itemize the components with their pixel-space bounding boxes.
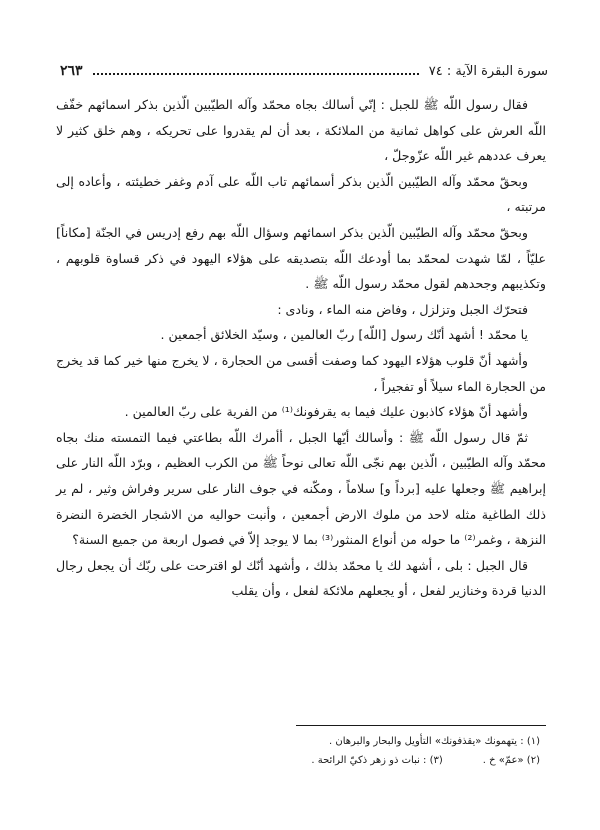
footnote-divider (296, 725, 546, 726)
main-text (56, 92, 546, 604)
page-header (60, 58, 548, 84)
paragraph: وأشهد أنّ هؤلاء كاذبون عليك فيما به يقرفونك⁽¹⁾ من الفرية على ربّ العالمين . (124, 404, 528, 420)
paragraph: فقال رسول اللّه ﷺ للجبل : إنّي أسالك بجاه محمّد وآله الطيّبين الّذين بذكر اسمائهم خفّف اللّه العرش على كواهل ثمانية من الملائكة ، بعد أن لم يقدروا على تحريكه ، وهم خلق كثير لا يعرف عددهم غير اللّه عزّوجلّ ، (56, 97, 546, 164)
header-dotted-rule (93, 71, 419, 75)
paragraph: قال الجبل : بلى ، أشهد لك يا محمّد بذلك ، وأشهد أنّك لو اقترحت على ربّك أن يجعل رجال الدنيا قردة وخنازير لفعل ، أو يجعلهم ملائكة لفعل ، وأن يقلب (56, 557, 546, 599)
paragraph: وبحقّ محمّد وآله الطيّبين الّذين بذكر اسمائهم وسؤال اللّه بهم رفع إدريس في الجنّة [مكاناً] عليّاً ، لمّا شهدت لمحمّد بما أودعك اللّه بتصديقه على هؤلاء اليهود في ذكر قساوة قلوبهم ، وتكذيبهم وجحدهم لقول محمّد رسول اللّه ﷺ . (56, 224, 546, 292)
footnote-2: (٢) «عمّ» خ . (482, 755, 540, 766)
footnote-1: (١) : يتهمونك «يقذفونك» التأويل والبحار والبرهان . (329, 736, 540, 747)
paragraph: ثمّ قال رسول اللّه ﷺ : وأسالك أيّها الجبل ، أأمرك اللّه بطاعتي فيما التمسته منك بجاه محمّد وآله الطيّبين ، الّذين بهم نجّى اللّه تعالى نوحاً ﷺ من الكرب العظيم ، وبرّد اللّه النار على إبراهيم ﷺ وجعلها عليه [برداً و] سلاماً ، ومكّنه في جوف النار على سرير وفراش وثير ، لم ير ذلك الطاغية مثله لاحد من ملوك الارض أجمعين ، وأنبت حواليه من الاشجار الخضرة النضرة النزهة ، وغمر⁽²⁾ ما حوله من أنواع المنثور⁽³⁾ بما لا يوجد إلاّ في فصول اربعة من جميع السنة؟ (56, 429, 546, 548)
paragraph: فتحرّك الجبل وتزلزل ، وفاض منه الماء ، ونادى : (277, 301, 528, 317)
footnote-line (56, 751, 540, 770)
paragraph: يا محمّد ! أشهد أنّك رسول [اللّه] ربّ العالمين ، وسيّد الخلائق أجمعين . (160, 327, 528, 343)
footnote-3: (٣) : نبات ذو زهر ذكيّ الرائحة . (311, 755, 443, 766)
running-title: سورة البقرة الآية : ٧٤ (428, 63, 548, 79)
page-number: ٢٦٣ (60, 63, 83, 79)
paragraph: وبحقّ محمّد وآله الطيّبين الّذين بذكر أسمائهم تاب اللّه على آدم وغفر خطيئته ، وأعاده إلى مرتبته ، (56, 173, 546, 215)
footnotes (56, 732, 540, 770)
paragraph: وأشهد أنّ قلوب هؤلاء اليهود كما وصفت أقسى من الحجارة ، لا يخرج منها خير كما قد يخرج من الحجارة الماء سيلاً أو تفجيراً ، (56, 352, 546, 394)
